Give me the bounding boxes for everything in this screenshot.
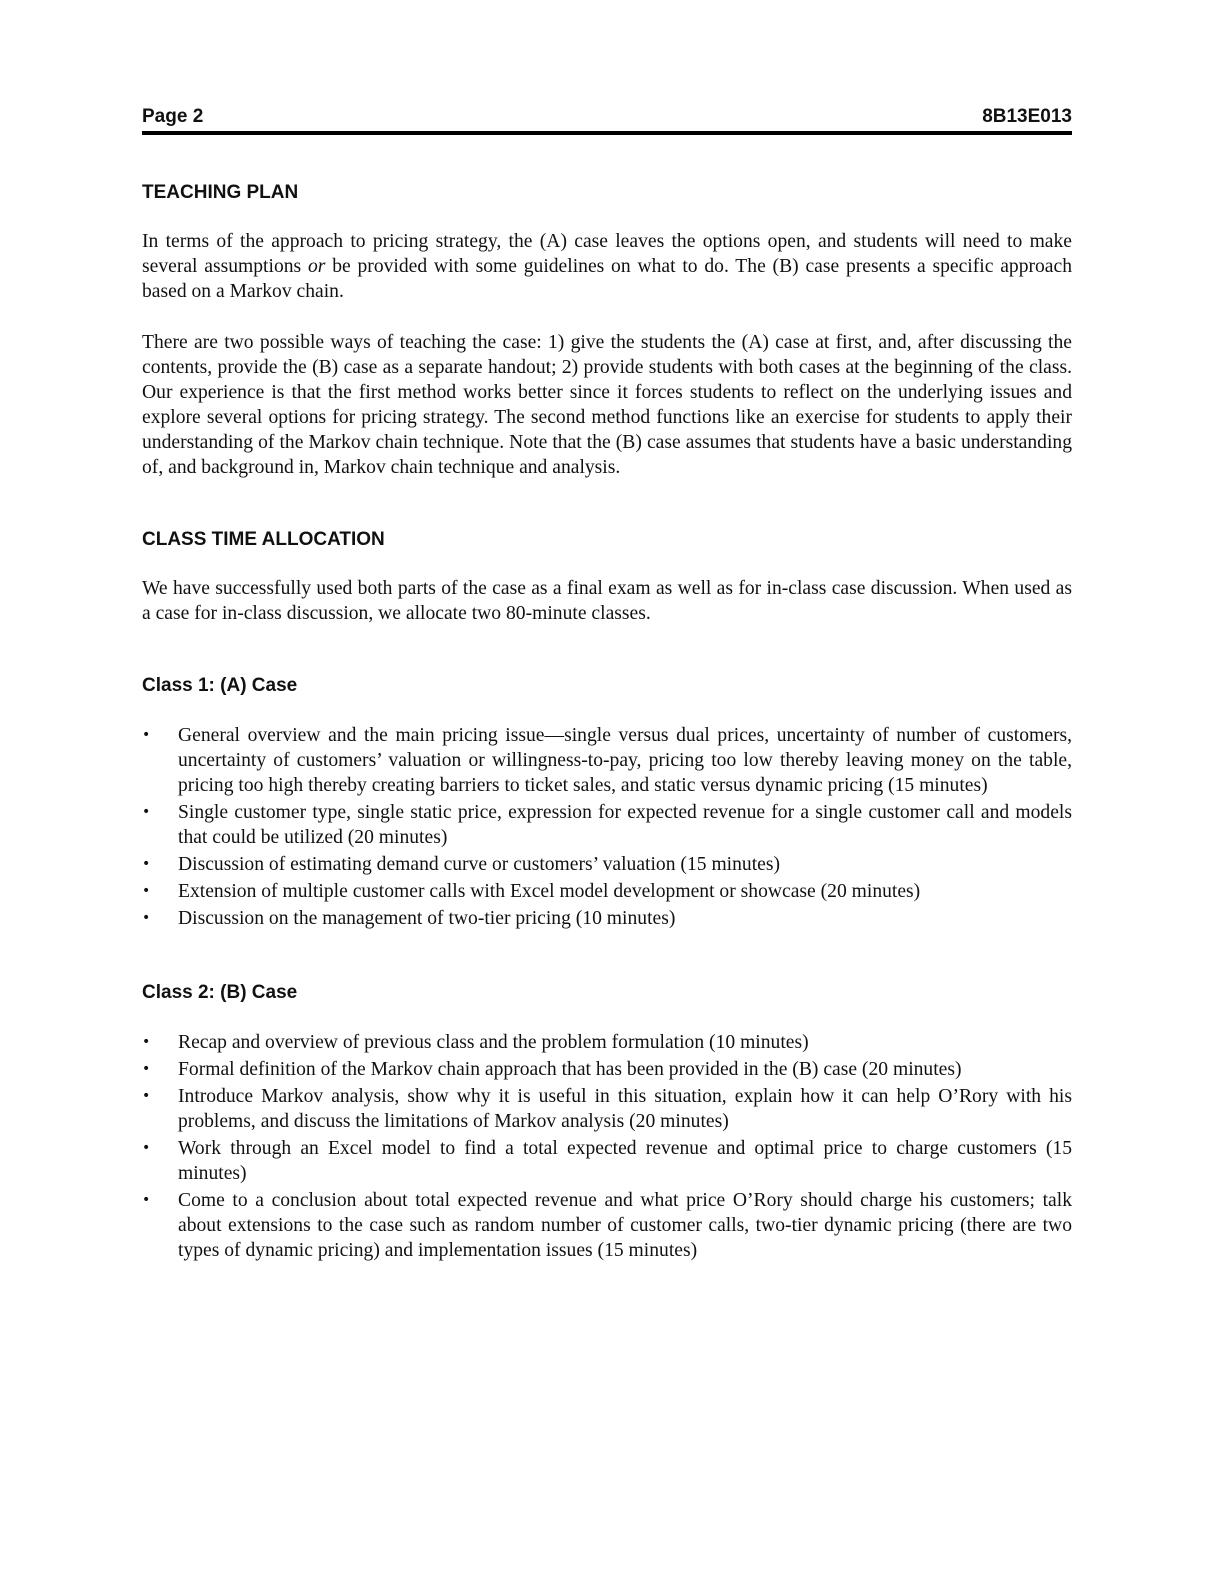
list-item-text: General overview and the main pricing issue—single versus dual prices, uncertainty of number of customers, uncertainty of customers’ valuation or willingness-to-pay, pricing too low thereby leaving money on the table, pricing too high thereby creating barriers to ticket sales, and static versus dynamic pricing (15 minutes) [178,725,1072,796]
list-item [142,1084,1072,1134]
bullet-icon: • [142,1061,151,1077]
list-item [142,1188,1072,1263]
document-page [142,104,1072,1265]
paragraph-text: be provided with some guidelines on what to do. The (B) case presents a specific approach based on a Markov chain. [142,256,1073,302]
list-item-text: Work through an Excel model to find a total expected revenue and optimal price to charge customers (15 minutes) [178,1138,1072,1184]
list-item-text: Introduce Markov analysis, show why it is useful in this situation, explain how it can help O’Rory with his problems, and discuss the limitations of Markov analysis (20 minutes) [178,1086,1072,1132]
list-item-text: Recap and overview of previous class and the problem formulation (10 minutes) [178,1032,809,1053]
list-item-text: Extension of multiple customer calls with Excel model development or showcase (20 minutes) [178,881,921,902]
list-item [142,1057,1072,1082]
bullet-icon: • [142,1034,151,1050]
page-number: Page 2 [142,106,204,127]
class-2-bullet-list [142,1030,1072,1263]
class-time-paragraph: We have successfully used both parts of the case as a final exam as well as for in-class case discussion. When used as a case for in-class discussion, we allocate two 80-minute classes. [142,578,1072,624]
list-item [142,1030,1072,1055]
bullet-icon: • [142,883,151,899]
list-item [142,723,1072,798]
list-item [142,852,1072,877]
class-1-bullet-list [142,723,1072,931]
list-item [142,906,1072,931]
bullet-icon: • [142,1140,151,1156]
list-item [142,879,1072,904]
bullet-icon: • [142,727,151,743]
list-item [142,1136,1072,1186]
list-item [142,800,1072,850]
list-item-text: Single customer type, single static price, expression for expected revenue for a single customer call and models that could be utilized (20 minutes) [178,802,1072,848]
class-time-allocation-heading: CLASS TIME ALLOCATION [142,529,385,550]
list-item-text: Discussion of estimating demand curve or customers’ valuation (15 minutes) [178,854,781,875]
list-item-text: Come to a conclusion about total expected revenue and what price O’Rory should charge his customers; talk about extensions to the case such as random number of customer calls, two-tier dynamic pricing (there are two types of dynamic pricing) and implementation issues (15 minutes) [178,1190,1072,1261]
teaching-plan-heading: TEACHING PLAN [142,182,299,203]
bullet-icon: • [142,1088,151,1104]
bullet-icon: • [142,1192,151,1208]
page-header [142,104,1072,135]
bullet-icon: • [142,856,151,872]
teaching-plan-paragraph-1 [142,229,1072,304]
class-2-heading: Class 2: (B) Case [142,982,298,1003]
list-item-text: Formal definition of the Markov chain approach that has been provided in the (B) case (20 minutes) [178,1059,962,1080]
emphasis-text: or [307,256,326,277]
document-code: 8B13E013 [982,106,1072,127]
paragraph-text: In terms of the approach to pricing strategy, the (A) case leaves the options open, and students will need to make several assumptions [142,231,1072,277]
class-1-heading: Class 1: (A) Case [142,675,298,696]
bullet-icon: • [142,910,151,926]
teaching-plan-paragraph-2: There are two possible ways of teaching the case: 1) give the students the (A) case at first, and, after discussing the contents, provide the (B) case as a separate handout; 2) provide students with both cases at the beginning of the class. Our experience is that the first method works better since it forces students to reflect on the underlying issues and explore several options for pricing strategy. The second method functions like an exercise for students to apply their understanding of the Markov chain technique. Note that the (B) case assumes that students have a basic understanding of, and background in, Markov chain technique and analysis. [142,332,1072,478]
bullet-icon: • [142,804,151,820]
list-item-text: Discussion on the management of two-tier pricing (10 minutes) [178,908,676,929]
